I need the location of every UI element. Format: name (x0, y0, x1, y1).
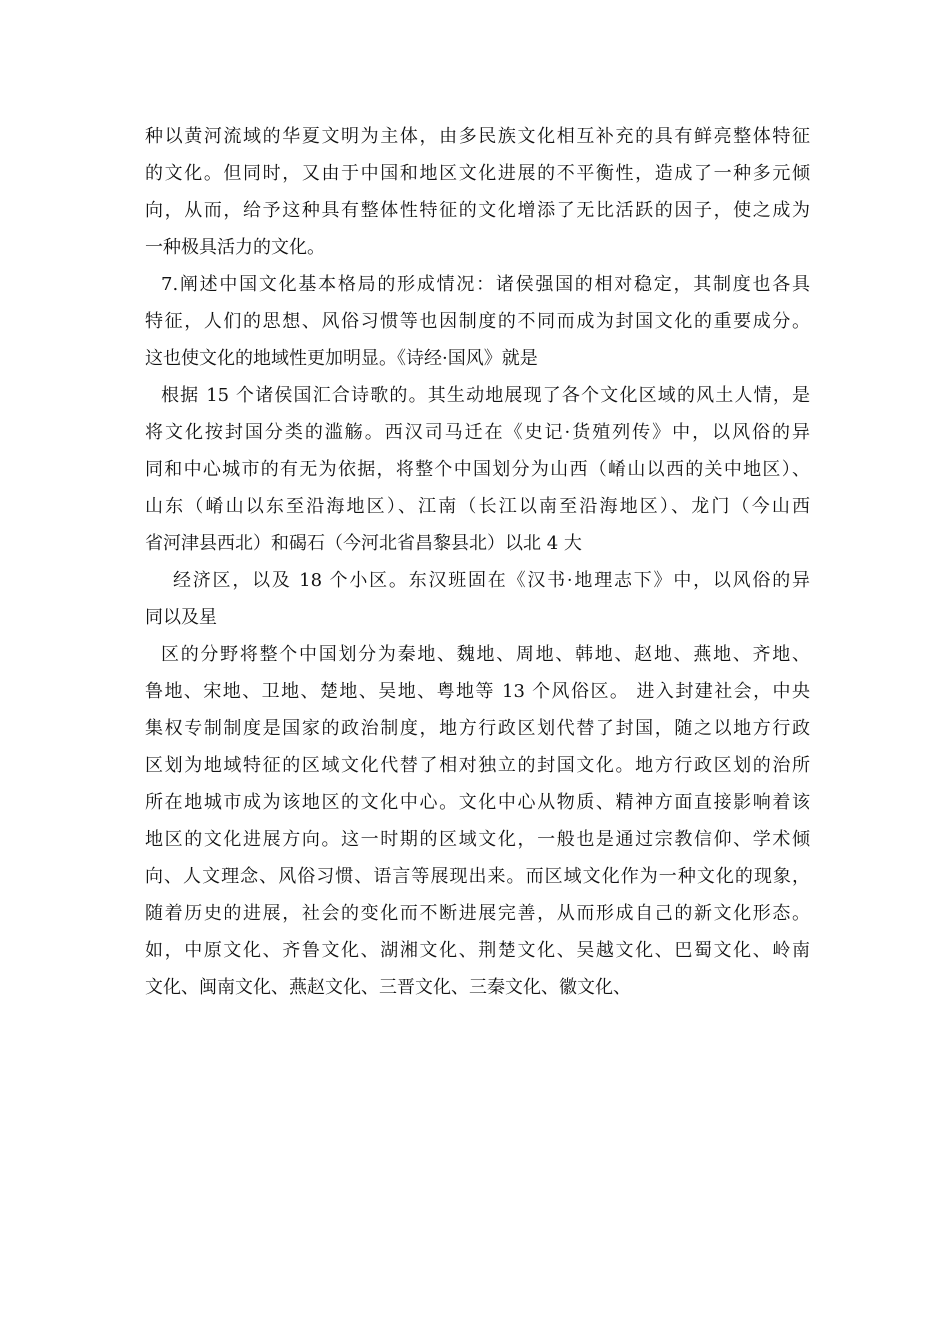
text-line: 这也使文化的地域性更加明显。《诗经·国风》就是 (145, 348, 538, 369)
text-line: 将文化按封国分类的滥觞。西汉司马迁在《史记·货殖列传》中，以风俗的异 (145, 422, 810, 443)
text-line: 随着历史的进展，社会的变化而不断进展完善，从而形成自己的新文化形态。 (145, 903, 810, 924)
text-line: 7.阐述中国文化基本格局的形成情况：诸侯强国的相对稳定，其制度也各具 (161, 274, 810, 295)
text-line: 的文化。但同时，又由于中国和地区文化进展的不平衡性，造成了一种多元倾 (145, 163, 810, 184)
text-line: 同以及星 (145, 607, 217, 628)
text-line: 地区的文化进展方向。这一时期的区域文化，一般也是通过宗教信仰、学术倾 (145, 829, 810, 850)
text-line: 山东（崤山以东至沿海地区）、江南（长江以南至沿海地区）、龙门（今山西 (145, 496, 810, 517)
text-line: 一种极具活力的文化。 (145, 237, 325, 258)
text-line: 特征，人们的思想、风俗习惯等也因制度的不同而成为封国文化的重要成分。 (145, 311, 810, 332)
text-line: 文化、闽南文化、燕赵文化、三晋文化、三秦文化、徽文化、 (145, 977, 631, 998)
text-line: 同和中心城市的有无为依据，将整个中国划分为山西（崤山以西的关中地区）、 (145, 459, 810, 480)
text-line: 所在地城市成为该地区的文化中心。文化中心从物质、精神方面直接影响着该 (145, 792, 810, 813)
text-line: 如，中原文化、齐鲁文化、湖湘文化、荆楚文化、吴越文化、巴蜀文化、岭南 (145, 940, 810, 961)
body-text (145, 118, 810, 1006)
text-line: 根据 15 个诸侯国汇合诗歌的。其生动地展现了各个文化区域的风土人情，是 (161, 385, 810, 406)
text-line: 向、人文理念、风俗习惯、语言等展现出来。而区域文化作为一种文化的现象， (145, 866, 810, 887)
text-line: 区划为地域特征的区域文化代替了相对独立的封国文化。地方行政区划的治所 (145, 755, 810, 776)
text-line: 集权专制制度是国家的政治制度，地方行政区划代替了封国，随之以地方行政 (145, 718, 810, 739)
text-line: 经济区，以及 18 个小区。东汉班固在《汉书·地理志下》中，以风俗的异 (173, 570, 810, 591)
text-line: 区的分野将整个中国划分为秦地、魏地、周地、韩地、赵地、燕地、齐地、 (161, 644, 810, 665)
text-line: 种以黄河流域的华夏文明为主体，由多民族文化相互补充的具有鲜亮整体特征 (145, 126, 810, 147)
text-line: 向，从而，给予这种具有整体性特征的文化增添了无比活跃的因子，使之成为 (145, 200, 810, 221)
text-line: 省河津县西北）和碣石（今河北省昌黎县北）以北 4 大 (145, 533, 582, 554)
text-line: 鲁地、宋地、卫地、楚地、吴地、粤地等 13 个风俗区。 进入封建社会，中央 (145, 681, 810, 702)
